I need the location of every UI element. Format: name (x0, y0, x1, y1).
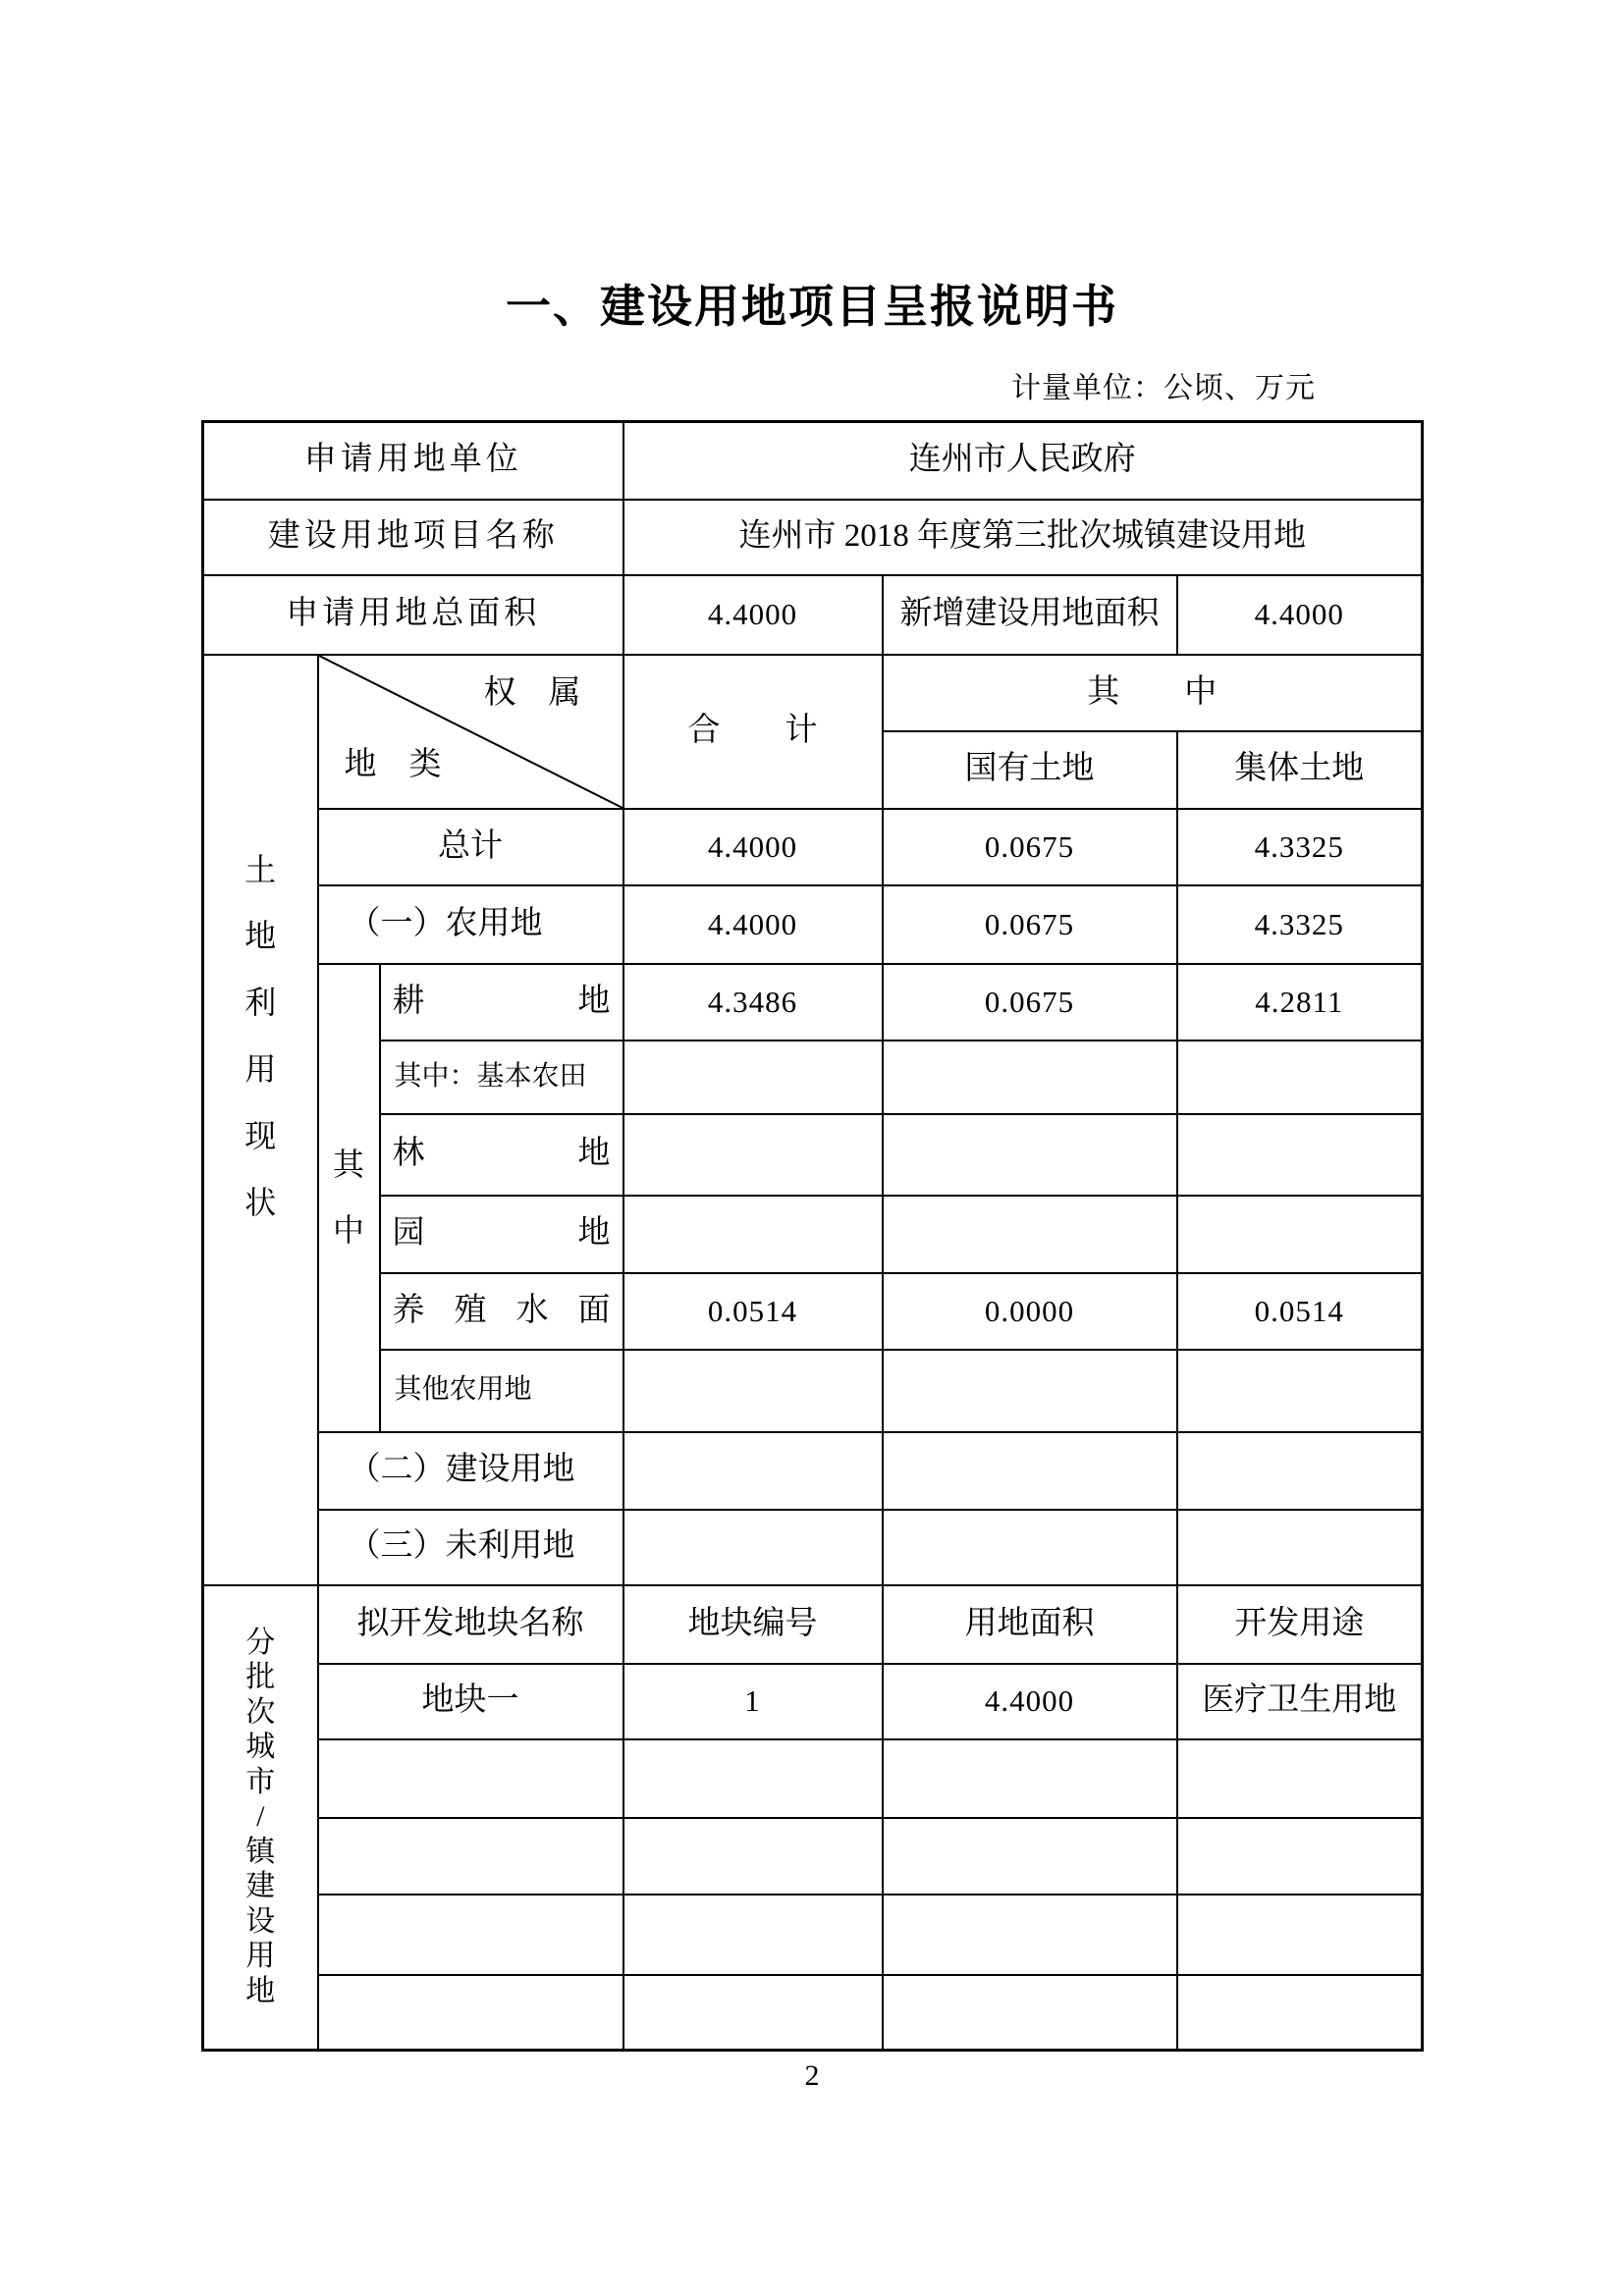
cultivated-label: 耕 地 (392, 983, 611, 1019)
project-value: 连州市 2018 年度第三批次城镇建设用地 (623, 500, 1423, 575)
forest-collective (1177, 1114, 1423, 1196)
grand-total-sum: 4.4000 (623, 809, 883, 885)
row-forest (203, 1114, 1423, 1196)
plot-name (318, 1895, 623, 1975)
construction-state (883, 1432, 1177, 1510)
row-grand-total (203, 809, 1423, 885)
plot-area: 4.4000 (883, 1664, 1177, 1739)
agricultural-sum: 4.4000 (623, 885, 883, 964)
plot-area (883, 1739, 1177, 1818)
plot-purpose (1177, 1895, 1423, 1975)
plot-name (318, 1818, 623, 1895)
plot-area (883, 1818, 1177, 1895)
garden-label: 园 地 (392, 1215, 611, 1252)
page-title: 一、建设用地项目呈报说明书 (506, 282, 1118, 332)
row-applicant (203, 422, 1423, 500)
grand-total-state: 0.0675 (883, 809, 1177, 885)
other-agricultural-collective (1177, 1350, 1423, 1432)
landuse-section-label: 土 地 利 用 现 状 (244, 851, 277, 1220)
unit-note: 计量单位：公顷、万元 (1011, 372, 1316, 404)
among-side-cell (318, 964, 380, 1432)
plot-name (318, 1975, 623, 2051)
unused-collective (1177, 1510, 1423, 1585)
basic-farmland-label: 其中：基本农田 (380, 1041, 623, 1114)
total-area-label: 申请用地总面积 (203, 575, 623, 655)
aquaculture-collective: 0.0514 (1177, 1273, 1423, 1350)
row-agricultural (203, 885, 1423, 964)
construction-collective (1177, 1432, 1423, 1510)
row-cultivated (203, 964, 1423, 1041)
row-landuse-header-1 (203, 655, 1423, 731)
plot-area (883, 1975, 1177, 2051)
unused-label: （三）未利用地 (318, 1510, 623, 1585)
plots-section-label: 分 批 次 城 市 / 镇 建 设 用 地 (245, 1626, 276, 2007)
other-agricultural-sum (623, 1350, 883, 1432)
construction-sum (623, 1432, 883, 1510)
forest-sum (623, 1114, 883, 1196)
row-construction (203, 1432, 1423, 1510)
basic-farmland-collective (1177, 1041, 1423, 1114)
plot-code (623, 1975, 883, 2051)
forest-label: 林 地 (392, 1136, 611, 1172)
forest-label-cell (380, 1114, 623, 1196)
forest-state (883, 1114, 1177, 1196)
diagonal-header-cell (318, 655, 623, 809)
row-unused (203, 1510, 1423, 1585)
row-project (203, 500, 1423, 575)
garden-collective (1177, 1196, 1423, 1273)
header-total: 合 计 (623, 655, 883, 809)
plots-section-cell (203, 1585, 318, 2051)
plots-header-code: 地块编号 (623, 1585, 883, 1664)
plot-name (318, 1739, 623, 1818)
applicant-label: 申请用地单位 (203, 422, 623, 500)
plot-row (203, 1895, 1423, 1975)
basic-farmland-state (883, 1041, 1177, 1114)
basic-farmland-sum (623, 1041, 883, 1114)
unused-state (883, 1510, 1177, 1585)
other-agricultural-label: 其他农用地 (380, 1350, 623, 1432)
plot-code (623, 1895, 883, 1975)
plots-header-area: 用地面积 (883, 1585, 1177, 1664)
plot-purpose (1177, 1818, 1423, 1895)
plots-header-purpose: 开发用途 (1177, 1585, 1423, 1664)
cultivated-collective: 4.2811 (1177, 964, 1423, 1041)
plot-row (203, 1818, 1423, 1895)
aquaculture-sum: 0.0514 (623, 1273, 883, 1350)
row-other-agricultural (203, 1350, 1423, 1432)
row-aquaculture (203, 1273, 1423, 1350)
plot-area (883, 1895, 1177, 1975)
landuse-section-cell (203, 655, 318, 1585)
garden-label-cell (380, 1196, 623, 1273)
garden-sum (623, 1196, 883, 1273)
project-label: 建设用地项目名称 (203, 500, 623, 575)
new-area-value: 4.4000 (1177, 575, 1423, 655)
plot-purpose (1177, 1739, 1423, 1818)
new-area-label: 新增建设用地面积 (883, 575, 1177, 655)
plot-row (203, 1664, 1423, 1739)
construction-label: （二）建设用地 (318, 1432, 623, 1510)
agricultural-state: 0.0675 (883, 885, 1177, 964)
aquaculture-state: 0.0000 (883, 1273, 1177, 1350)
plots-header-name: 拟开发地块名称 (318, 1585, 623, 1664)
land-application-table (201, 420, 1424, 2052)
agricultural-label: （一）农用地 (318, 885, 623, 964)
diagonal-label-landtype: 地 类 (344, 746, 442, 782)
header-collective-land: 集体土地 (1177, 731, 1423, 809)
plot-purpose (1177, 1975, 1423, 2051)
plot-code: 1 (623, 1664, 883, 1739)
row-plots-header (203, 1585, 1423, 1664)
plot-code (623, 1739, 883, 1818)
unused-sum (623, 1510, 883, 1585)
plot-row (203, 1975, 1423, 2051)
row-total-area (203, 575, 1423, 655)
cultivated-label-cell (380, 964, 623, 1041)
plot-purpose: 医疗卫生用地 (1177, 1664, 1423, 1739)
grand-total-collective: 4.3325 (1177, 809, 1423, 885)
row-basic-farmland (203, 1041, 1423, 1114)
aquaculture-label-cell (380, 1273, 623, 1350)
plot-name: 地块一 (318, 1664, 623, 1739)
other-agricultural-state (883, 1350, 1177, 1432)
grand-total-label: 总计 (318, 809, 623, 885)
header-state-land: 国有土地 (883, 731, 1177, 809)
cultivated-sum: 4.3486 (623, 964, 883, 1041)
cultivated-state: 0.0675 (883, 964, 1177, 1041)
page-number: 2 (804, 2059, 820, 2092)
garden-state (883, 1196, 1177, 1273)
plot-code (623, 1818, 883, 1895)
row-garden (203, 1196, 1423, 1273)
total-area-value: 4.4000 (623, 575, 883, 655)
plot-row (203, 1739, 1423, 1818)
among-side-label: 其 中 (332, 1147, 364, 1248)
agricultural-collective: 4.3325 (1177, 885, 1423, 964)
aquaculture-label: 养 殖 水 面 (392, 1292, 611, 1328)
diagonal-label-ownership: 权 属 (483, 674, 581, 711)
applicant-value: 连州市人民政府 (623, 422, 1423, 500)
header-among: 其 中 (883, 655, 1423, 731)
